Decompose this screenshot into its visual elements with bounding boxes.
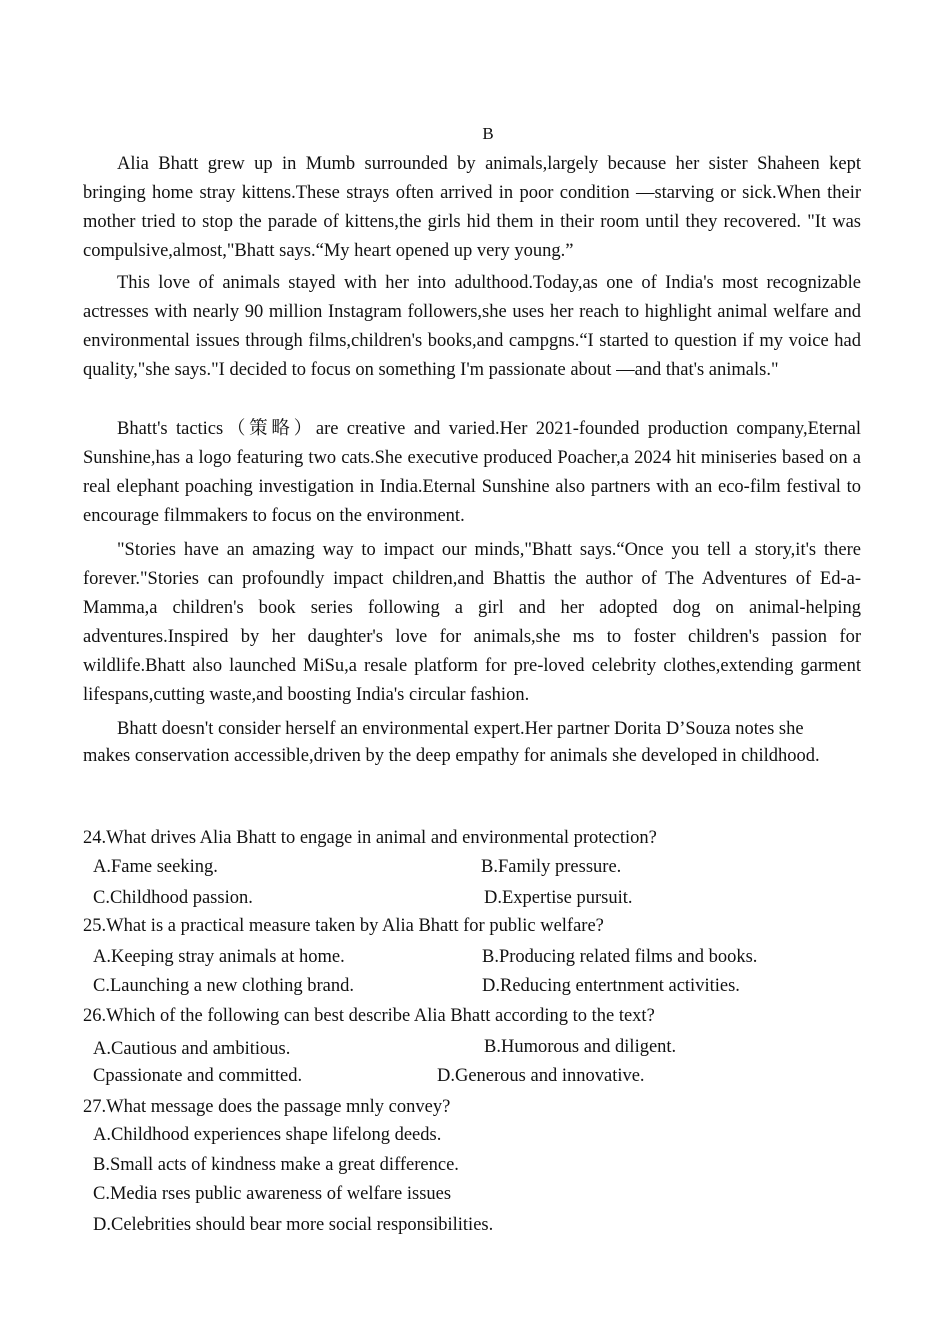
question-26-option-d[interactable]: D.Generous and innovative. [437, 1066, 645, 1086]
passage-paragraph-2: This love of animals stayed with her into adulthood.Today,as one of India's most recognizable actresses with nearly 90 million Instagram followers,she uses her reach to highlight animal welfare and environmental issues through films,children's books,and campgns.“I started to question if my voice had quality,"she says."I decided to focus on something I'm passionate about —and that's animals." [83, 273, 861, 380]
question-26-option-b[interactable]: B.Humorous and diligent. [484, 1037, 677, 1057]
passage-paragraph-5: Bhatt doesn't consider herself an environmental expert.Her partner Dorita D’Souza notes she makes conservation accessible,driven by the deep empathy for animals she developed in childhood. [83, 719, 820, 766]
question-27-option-b[interactable]: B.Small acts of kindness make a great difference. [93, 1155, 459, 1175]
question-27-stem: 27.What message does the passage mnly convey? [83, 1097, 451, 1117]
question-27-option-c[interactable]: C.Media rses public awareness of welfare issues [93, 1184, 452, 1204]
question-24-option-c[interactable]: C.Childhood passion. [93, 888, 253, 908]
question-26-option-c[interactable]: Cpassionate and committed. [93, 1066, 303, 1086]
question-26-option-a[interactable]: A.Cautious and ambitious. [93, 1039, 291, 1059]
question-24-option-b[interactable]: B.Family pressure. [481, 857, 622, 877]
question-27-option-d[interactable]: D.Celebrities should bear more social responsibilities. [93, 1215, 494, 1235]
question-24-option-d[interactable]: D.Expertise pursuit. [484, 888, 633, 908]
section-label: B [482, 124, 494, 143]
question-26-stem: 26.Which of the following can best describe Alia Bhatt according to the text? [83, 1006, 655, 1026]
passage-paragraph-1: Alia Bhatt grew up in Mumb surrounded by animals,largely because her sister Shaheen kept bringing home stray kittens.These strays often arrived in poor condition —starving or sick.When their mother tried to stop the parade of kittens,the girls hid them in their room until they recovered. "It was compulsive,almost,"Bhatt says.“My heart opened up very young.” [83, 154, 861, 261]
question-25-option-a[interactable]: A.Keeping stray animals at home. [93, 947, 345, 967]
passage-paragraph-4: "Stories have an amazing way to impact our minds,"Bhatt says.“Once you tell a story,it's there forever."Stories can profoundly impact children,and Bhattis the author of The Adventures of Ed-a-Mamma,a children's book series following a girl and her adopted dog on animal-helping adventures.Inspired by her daughter's love for animals,she ms to foster children's passion for wildlife.Bhatt also launched MiSu,a resale platform for pre-loved celebrity clothes,extending garment lifespans,cutting waste,and boosting India's circular fashion. [83, 540, 861, 705]
question-25-option-d[interactable]: D.Reducing entertnment activities. [482, 976, 740, 996]
question-27-option-a[interactable]: A.Childhood experiences shape lifelong deeds. [93, 1125, 442, 1145]
passage-paragraph-3: Bhatt's tactics（策略）are creative and varied.Her 2021-founded production company,Eternal Sunshine,has a logo featuring two cats.She executive produced Poacher,a 2024 hit miniseries based on a real elephant poaching investigation in India.Eternal Sunshine also partners with an eco-film festival to encourage filmmakers to focus on the environment. [83, 419, 861, 526]
question-25-stem: 25.What is a practical measure taken by Alia Bhatt for public welfare? [83, 916, 604, 936]
question-25-option-b[interactable]: B.Producing related films and books. [482, 947, 758, 967]
question-25-option-c[interactable]: C.Launching a new clothing brand. [93, 976, 354, 996]
question-24-option-a[interactable]: A.Fame seeking. [93, 857, 218, 877]
question-24-stem: 24.What drives Alia Bhatt to engage in animal and environmental protection? [83, 828, 657, 848]
